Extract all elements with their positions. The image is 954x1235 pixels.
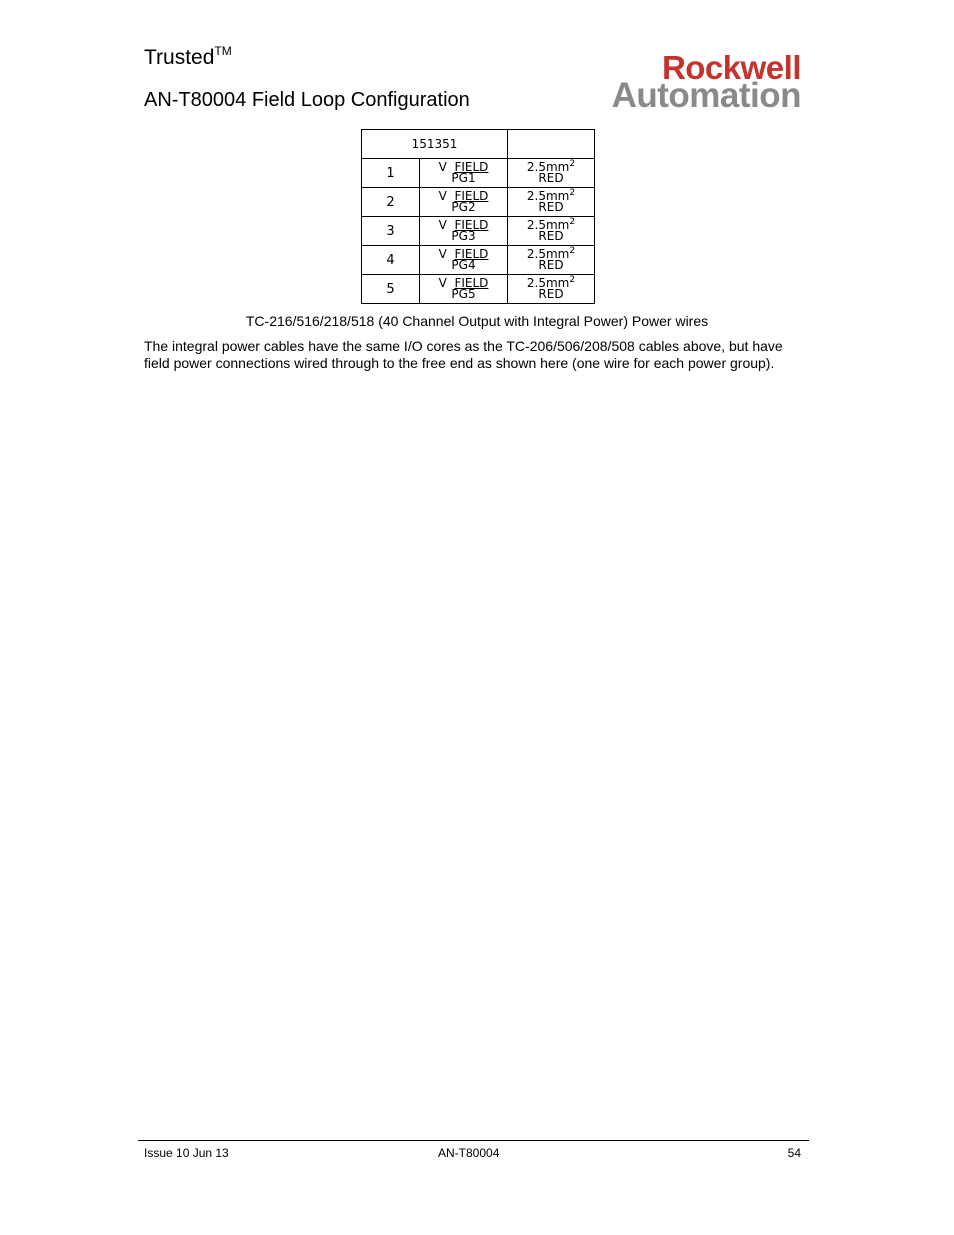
- footer-divider: [138, 1140, 809, 1141]
- table-header-blank: [508, 130, 595, 159]
- wire-name-v: V: [438, 188, 447, 203]
- logo-line-rockwell: Rockwell: [661, 49, 801, 86]
- table-header-code: 151351: [362, 130, 508, 159]
- footer-document-id: AN-T80004: [438, 1146, 500, 1160]
- logo-line-automation: Automation: [611, 76, 801, 115]
- wire-size: 2.5mm: [526, 188, 570, 203]
- table-row: [362, 159, 595, 188]
- wire-colour: RED: [538, 228, 564, 243]
- wire-spec: [508, 188, 595, 217]
- wire-name: [420, 275, 508, 304]
- wire-name: [420, 217, 508, 246]
- wire-name: [420, 188, 508, 217]
- table-row: [362, 217, 595, 246]
- footer-page-number: 54: [787, 1146, 801, 1160]
- wire-name: [420, 246, 508, 275]
- wire-spec: [508, 217, 595, 246]
- wire-colour: RED: [538, 257, 564, 272]
- wire-name-group: PG5: [451, 286, 476, 301]
- wire-name-field: FIELD: [454, 217, 489, 232]
- wire-size: 2.5mm: [526, 159, 570, 174]
- wire-number: 5: [362, 275, 420, 304]
- trademark-mark: TM: [214, 44, 232, 58]
- wire-name-v: V: [438, 246, 447, 261]
- wire-colour: RED: [538, 286, 564, 301]
- wire-name-field: FIELD: [454, 188, 489, 203]
- wire-colour: RED: [538, 199, 564, 214]
- wire-name-group: PG3: [451, 228, 476, 243]
- wire-spec: [508, 159, 595, 188]
- wire-name: [420, 159, 508, 188]
- power-wire-table: [361, 129, 595, 304]
- wire-name-field: FIELD: [454, 246, 489, 261]
- wire-name-v: V: [438, 159, 447, 174]
- wire-size: 2.5mm: [526, 275, 570, 290]
- table-caption: TC-216/516/218/518 (40 Channel Output with Integral Power) Power wires: [245, 313, 709, 329]
- page-header-subtitle: AN-T80004 Field Loop Configuration: [144, 89, 470, 111]
- table-header-row: [362, 130, 595, 159]
- rockwell-automation-logo: [562, 49, 807, 115]
- wire-size-unit-sup: 2: [569, 216, 576, 227]
- wire-number: 2: [362, 188, 420, 217]
- wire-number: 3: [362, 217, 420, 246]
- wire-name-group: PG4: [451, 257, 476, 272]
- table-row: [362, 275, 595, 304]
- wire-name-v: V: [438, 217, 447, 232]
- wire-size-unit-sup: 2: [569, 245, 576, 256]
- wire-name-field: FIELD: [454, 275, 489, 290]
- page-header-title: [144, 46, 232, 70]
- wire-size: 2.5mm: [526, 217, 570, 232]
- table-row: [362, 246, 595, 275]
- wire-name-field: FIELD: [454, 159, 489, 174]
- wire-size-unit-sup: 2: [569, 158, 576, 169]
- wire-spec: [508, 246, 595, 275]
- body-paragraph: The integral power cables have the same I/O cores as the TC-206/506/208/508 cables above, but have field power connections wired through to the free end as shown here (one wire for each power group).: [144, 338, 783, 371]
- product-name: Trusted: [144, 46, 215, 69]
- wire-size-unit-sup: 2: [569, 274, 576, 285]
- wire-colour: RED: [538, 170, 564, 185]
- table-row: [362, 188, 595, 217]
- wire-name-v: V: [438, 275, 447, 290]
- wire-spec: [508, 275, 595, 304]
- footer-issue: Issue 10 Jun 13: [144, 1146, 229, 1160]
- wire-size: 2.5mm: [526, 246, 570, 261]
- wire-number: 1: [362, 159, 420, 188]
- wire-name-group: PG2: [451, 199, 476, 214]
- wire-name-group: PG1: [451, 170, 476, 185]
- wire-number: 4: [362, 246, 420, 275]
- wire-size-unit-sup: 2: [569, 187, 576, 198]
